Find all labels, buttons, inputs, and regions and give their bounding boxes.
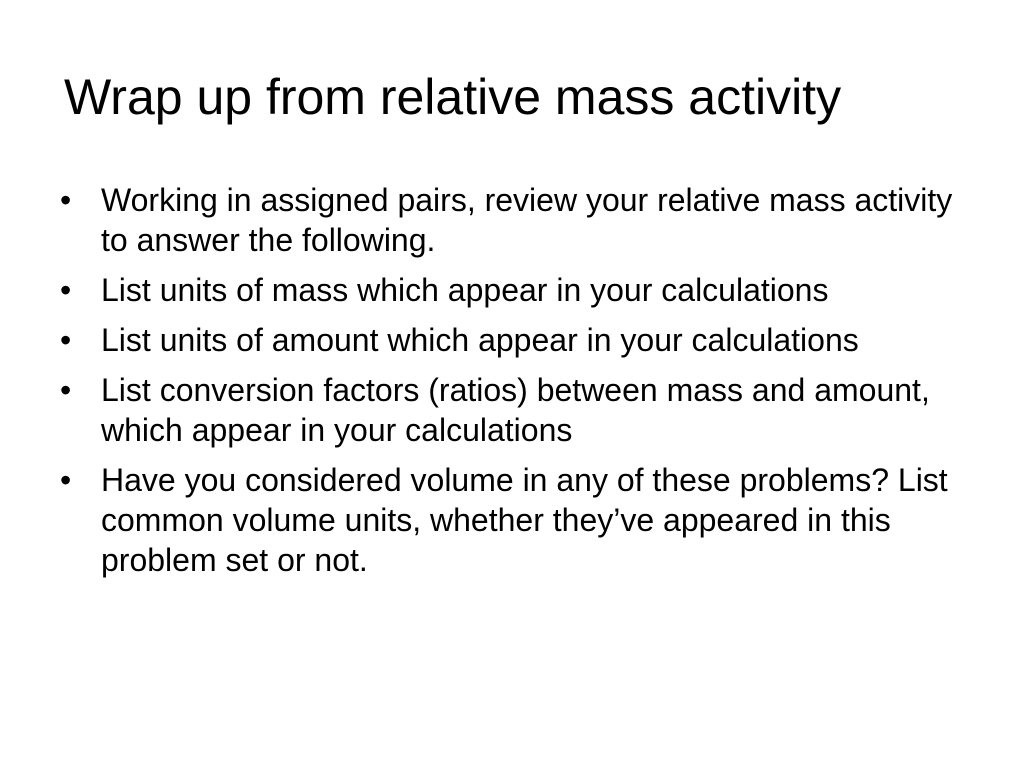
bullet-list bbox=[60, 180, 960, 590]
bullet-icon: • bbox=[60, 182, 72, 218]
bullet-item-4 bbox=[60, 370, 960, 450]
bullet-icon: • bbox=[60, 272, 72, 308]
bullet-icon: • bbox=[60, 372, 72, 408]
bullet-text: Working in assigned pairs, review your relative mass activity to answer the following. bbox=[101, 182, 953, 258]
bullet-item-3 bbox=[60, 320, 960, 360]
bullet-text: Have you considered volume in any of these problems? List common volume units, whether they’ve appeared in this problem set or not. bbox=[101, 462, 948, 578]
slide-title: Wrap up from relative mass activity bbox=[64, 69, 842, 125]
bullet-icon: • bbox=[60, 322, 72, 358]
bullet-text: List units of mass which appear in your calculations bbox=[101, 272, 829, 308]
bullet-text: List units of amount which appear in your calculations bbox=[101, 322, 859, 358]
bullet-text: List conversion factors (ratios) between mass and amount, which appear in your calculations bbox=[101, 372, 930, 448]
bullet-item-5 bbox=[60, 460, 960, 580]
bullet-item-1 bbox=[60, 180, 960, 260]
bullet-icon: • bbox=[60, 462, 72, 498]
bullet-item-2 bbox=[60, 270, 960, 310]
